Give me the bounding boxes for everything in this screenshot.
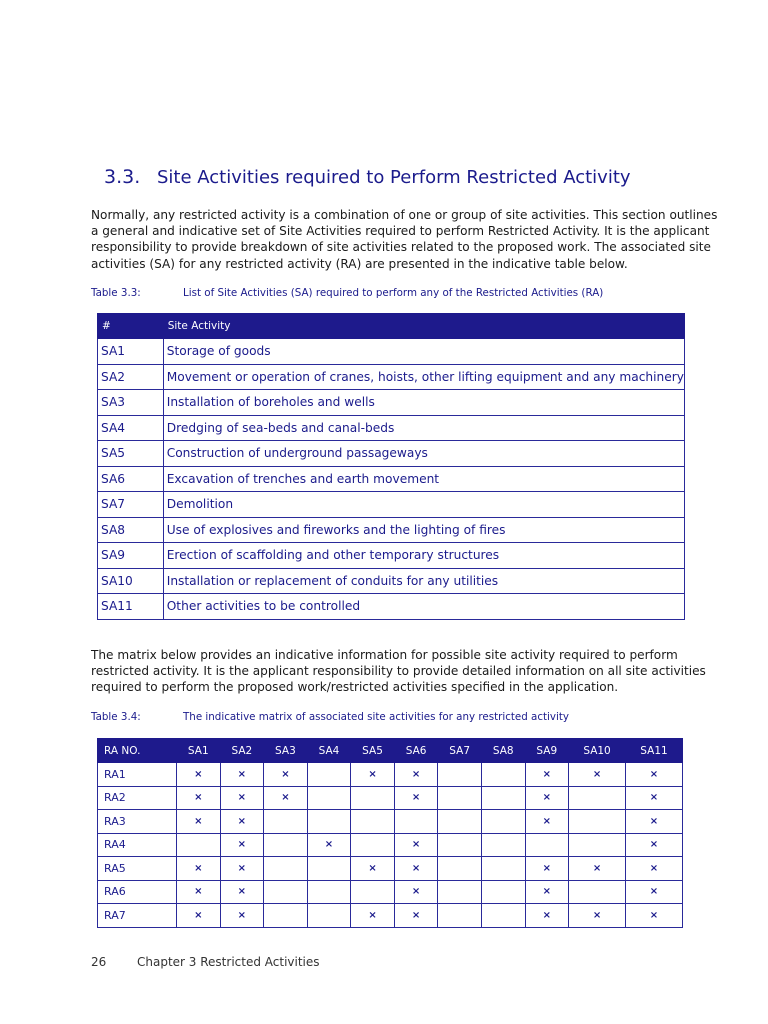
matrix-column-header: SA6 xyxy=(394,739,438,763)
matrix-empty-cell xyxy=(264,904,308,928)
matrix-empty-cell xyxy=(438,763,482,787)
matrix-column-header: SA8 xyxy=(481,739,525,763)
site-activities-body xyxy=(98,339,685,620)
matrix-row xyxy=(98,786,683,810)
page-footer xyxy=(91,955,320,969)
chapter-title: Chapter 3 Restricted Activities xyxy=(137,955,320,969)
matrix-column-header: SA9 xyxy=(525,739,569,763)
matrix-row-label: RA6 xyxy=(98,880,177,904)
section-heading xyxy=(104,166,631,188)
table-row xyxy=(98,594,685,620)
matrix-empty-cell xyxy=(264,833,308,857)
caption-number: Table 3.3: xyxy=(91,287,141,299)
activity-code-cell: SA9 xyxy=(98,543,164,569)
matrix-row xyxy=(98,763,683,787)
matrix-mark-cell: × xyxy=(525,857,569,881)
matrix-empty-cell xyxy=(264,810,308,834)
matrix-mark-cell: × xyxy=(220,786,264,810)
activity-code-cell: SA1 xyxy=(98,339,164,365)
matrix-mark-cell: × xyxy=(264,763,308,787)
matrix-mark-cell: × xyxy=(394,857,438,881)
activity-code-cell: SA3 xyxy=(98,390,164,416)
matrix-row-label: RA4 xyxy=(98,833,177,857)
table-row xyxy=(98,492,685,518)
matrix-empty-cell xyxy=(438,786,482,810)
activity-description-cell: Storage of goods xyxy=(163,339,684,365)
matrix-empty-cell xyxy=(481,880,525,904)
matrix-empty-cell xyxy=(264,880,308,904)
matrix-mark-cell: × xyxy=(626,810,683,834)
section-title: Site Activities required to Perform Restricted Activity xyxy=(157,167,631,188)
intro-line: activities (SA) for any restricted activity (RA) are presented in the indicative table below. xyxy=(91,256,628,271)
matrix-empty-cell xyxy=(569,786,626,810)
matrix-body xyxy=(98,763,683,928)
matrix-empty-cell xyxy=(394,810,438,834)
matrix-mark-cell: × xyxy=(264,786,308,810)
matrix-mark-cell: × xyxy=(351,763,395,787)
matrix-mark-cell: × xyxy=(525,880,569,904)
matrix-empty-cell xyxy=(438,880,482,904)
activity-code-cell: SA4 xyxy=(98,415,164,441)
table-row xyxy=(98,543,685,569)
table-3-4-caption xyxy=(91,711,569,723)
matrix-mark-cell: × xyxy=(626,880,683,904)
matrix-mark-cell: × xyxy=(177,857,221,881)
matrix-line: The matrix below provides an indicative information for possible site activity required to perform xyxy=(91,648,678,662)
matrix-empty-cell xyxy=(307,763,351,787)
activity-description-cell: Installation of boreholes and wells xyxy=(163,390,684,416)
matrix-mark-cell: × xyxy=(569,857,626,881)
activity-description-cell: Construction of underground passageways xyxy=(163,441,684,467)
matrix-column-header: SA4 xyxy=(307,739,351,763)
matrix-mark-cell: × xyxy=(177,786,221,810)
matrix-mark-cell: × xyxy=(626,904,683,928)
matrix-empty-cell xyxy=(569,810,626,834)
activity-description-cell: Movement or operation of cranes, hoists, other lifting equipment and any machinery xyxy=(163,364,684,390)
matrix-empty-cell xyxy=(351,810,395,834)
activity-code-cell: SA5 xyxy=(98,441,164,467)
matrix-mark-cell: × xyxy=(394,904,438,928)
caption-number: Table 3.4: xyxy=(91,711,141,723)
matrix-mark-cell: × xyxy=(220,904,264,928)
matrix-row-label: RA2 xyxy=(98,786,177,810)
activity-code-cell: SA11 xyxy=(98,594,164,620)
matrix-mark-cell: × xyxy=(569,763,626,787)
matrix-column-header: SA2 xyxy=(220,739,264,763)
matrix-empty-cell xyxy=(307,786,351,810)
activity-description-cell: Use of explosives and fireworks and the lighting of fires xyxy=(163,517,684,543)
matrix-empty-cell xyxy=(438,810,482,834)
matrix-mark-cell: × xyxy=(177,763,221,787)
intro-line: a general and indicative set of Site Activities required to perform Restricted Activity. It is the applicant xyxy=(91,224,710,239)
matrix-mark-cell: × xyxy=(626,763,683,787)
matrix-column-header: SA10 xyxy=(569,739,626,763)
matrix-column-header: SA11 xyxy=(626,739,683,763)
matrix-mark-cell: × xyxy=(394,786,438,810)
table-row xyxy=(98,441,685,467)
matrix-mark-cell: × xyxy=(220,763,264,787)
matrix-empty-cell xyxy=(307,857,351,881)
matrix-empty-cell xyxy=(307,904,351,928)
activity-code-cell: SA10 xyxy=(98,568,164,594)
site-activities-table xyxy=(97,313,685,620)
matrix-mark-cell: × xyxy=(394,880,438,904)
matrix-mark-cell: × xyxy=(220,880,264,904)
column-header-site-activity: Site Activity xyxy=(163,314,684,339)
matrix-empty-cell xyxy=(481,810,525,834)
matrix-empty-cell xyxy=(481,857,525,881)
intro-line: responsibility to provide breakdown of site activities related to the proposed work. The associated site xyxy=(91,240,711,255)
page-number: 26 xyxy=(91,955,107,969)
matrix-empty-cell xyxy=(481,763,525,787)
table-row xyxy=(98,466,685,492)
activity-description-cell: Erection of scaffolding and other temporary structures xyxy=(163,543,684,569)
matrix-mark-cell: × xyxy=(177,810,221,834)
matrix-empty-cell xyxy=(569,833,626,857)
table-header-row xyxy=(98,314,685,339)
table-row xyxy=(98,517,685,543)
matrix-mark-cell: × xyxy=(351,904,395,928)
activity-code-cell: SA7 xyxy=(98,492,164,518)
intro-paragraph xyxy=(91,207,718,272)
activity-description-cell: Dredging of sea-beds and canal-beds xyxy=(163,415,684,441)
matrix-empty-cell xyxy=(177,833,221,857)
matrix-row-label: RA7 xyxy=(98,904,177,928)
matrix-mark-cell: × xyxy=(177,880,221,904)
activity-description-cell: Excavation of trenches and earth movement xyxy=(163,466,684,492)
matrix-column-header: SA7 xyxy=(438,739,482,763)
table-3-3-caption xyxy=(91,287,603,299)
matrix-column-header: SA1 xyxy=(177,739,221,763)
matrix-row-label: RA5 xyxy=(98,857,177,881)
matrix-paragraph xyxy=(91,647,706,696)
matrix-mark-cell: × xyxy=(525,786,569,810)
matrix-empty-cell xyxy=(264,857,308,881)
column-header-number: # xyxy=(98,314,164,339)
section-number: 3.3. xyxy=(104,166,141,188)
matrix-empty-cell xyxy=(351,880,395,904)
matrix-mark-cell: × xyxy=(626,857,683,881)
matrix-row xyxy=(98,810,683,834)
matrix-mark-cell: × xyxy=(626,786,683,810)
caption-text: List of Site Activities (SA) required to perform any of the Restricted Activities (RA) xyxy=(183,287,604,299)
matrix-row xyxy=(98,904,683,928)
matrix-line: required to perform the proposed work/restricted activities specified in the application. xyxy=(91,680,619,695)
matrix-empty-cell xyxy=(481,786,525,810)
matrix-empty-cell xyxy=(481,833,525,857)
activity-code-cell: SA6 xyxy=(98,466,164,492)
matrix-mark-cell: × xyxy=(307,833,351,857)
caption-text: The indicative matrix of associated site activities for any restricted activity xyxy=(183,711,570,723)
matrix-empty-cell xyxy=(525,833,569,857)
activity-code-cell: SA8 xyxy=(98,517,164,543)
matrix-empty-cell xyxy=(569,880,626,904)
matrix-empty-cell xyxy=(307,880,351,904)
matrix-row xyxy=(98,833,683,857)
matrix-mark-cell: × xyxy=(569,904,626,928)
matrix-empty-cell xyxy=(351,833,395,857)
matrix-empty-cell xyxy=(438,857,482,881)
matrix-line: restricted activity. It is the applicant responsibility to provide detailed information on all site activities xyxy=(91,664,706,679)
matrix-mark-cell: × xyxy=(177,904,221,928)
activity-code-cell: SA2 xyxy=(98,364,164,390)
matrix-empty-cell xyxy=(438,904,482,928)
intro-line: Normally, any restricted activity is a combination of one or group of site activities. This section outlines xyxy=(91,208,718,222)
matrix-empty-cell xyxy=(307,810,351,834)
table-row xyxy=(98,390,685,416)
activity-matrix-table xyxy=(97,738,683,928)
matrix-row xyxy=(98,880,683,904)
table-row xyxy=(98,568,685,594)
matrix-mark-cell: × xyxy=(626,833,683,857)
matrix-row xyxy=(98,857,683,881)
matrix-mark-cell: × xyxy=(351,857,395,881)
matrix-row-header: RA NO. xyxy=(98,739,177,763)
activity-description-cell: Other activities to be controlled xyxy=(163,594,684,620)
matrix-header-row xyxy=(98,739,683,763)
matrix-column-header: SA5 xyxy=(351,739,395,763)
matrix-mark-cell: × xyxy=(220,810,264,834)
activity-description-cell: Installation or replacement of conduits for any utilities xyxy=(163,568,684,594)
matrix-mark-cell: × xyxy=(525,810,569,834)
matrix-mark-cell: × xyxy=(220,833,264,857)
matrix-mark-cell: × xyxy=(394,763,438,787)
matrix-column-header: SA3 xyxy=(264,739,308,763)
matrix-mark-cell: × xyxy=(394,833,438,857)
matrix-mark-cell: × xyxy=(525,763,569,787)
matrix-empty-cell xyxy=(481,904,525,928)
table-row xyxy=(98,415,685,441)
table-row xyxy=(98,339,685,365)
table-row xyxy=(98,364,685,390)
matrix-row-label: RA1 xyxy=(98,763,177,787)
matrix-mark-cell: × xyxy=(220,857,264,881)
matrix-empty-cell xyxy=(438,833,482,857)
matrix-row-label: RA3 xyxy=(98,810,177,834)
matrix-empty-cell xyxy=(351,786,395,810)
activity-description-cell: Demolition xyxy=(163,492,684,518)
matrix-mark-cell: × xyxy=(525,904,569,928)
